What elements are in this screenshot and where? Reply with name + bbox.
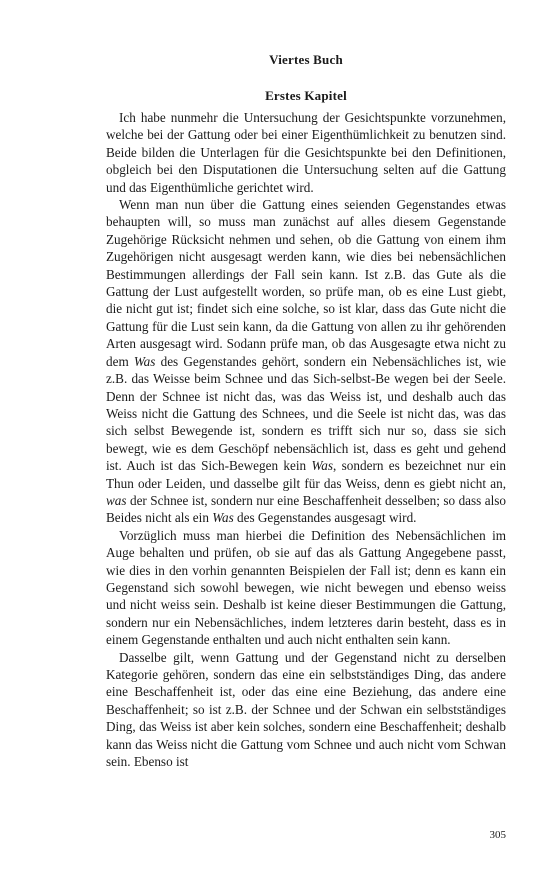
text-run: des Gegenstandes ausgesagt wird.	[233, 510, 417, 526]
text-run: der Schnee ist, sondern nur eine Beschaffenheit desselben; so dass also Beides nicht als ein	[106, 492, 506, 526]
paragraph	[106, 109, 506, 196]
chapter-title: Erstes Kapitel	[265, 88, 347, 103]
paragraph	[106, 649, 506, 771]
book-title: Viertes Buch	[269, 52, 343, 67]
book-page	[106, 40, 506, 770]
text-run: Dasselbe gilt, wenn Gattung und der Gegenstand nicht zu derselben Kategorie gehören, sondern das eine ein selbstständiges Ding, das andere eine Beschaffenheit ist, oder das eine eine Beziehung, das andere eine Beschaffenheit; so ist z.B. der Schnee und der Schwan ein selbstständiges Ding, das Weiss ist aber kein solches, sondern eine Beschaffenheit; deshalb kann das Weiss nicht die Gattung vom Schnee und auch nicht vom Schwan sein. Ebenso ist	[106, 649, 506, 770]
text-run: des Gegenstandes gehört, sondern ein Nebensächliches ist, wie z.B. das Weisse beim Schnee und das Sich-selbst-Be wegen bei der Seele. Denn der Schnee ist nicht das, was das Weiss ist, und deshalb auch das Weiss nicht die Gattung des Schnees, und die Seele ist nicht das, was das sich selbst Bewegende ist, sondern es trifft sich nur so, dass sie sich bewegt, wie es dem Geschöpf nebensächlich ist, dass es geht und gehend ist. Auch ist das Sich-Bewegen kein	[106, 353, 506, 474]
italic-run: Was	[133, 353, 156, 369]
text-run: , sondern es bezeichnet nur ein Thun oder Leiden, und dasselbe gilt für das Weiss, denn es giebt nicht an,	[106, 458, 506, 491]
page-number: 305	[489, 829, 506, 841]
body-text	[106, 109, 506, 770]
italic-run: Was	[212, 510, 234, 526]
italic-run: Was	[311, 458, 333, 474]
paragraph	[106, 527, 506, 649]
text-run: Vorzüglich muss man hierbei die Definition des Nebensächlichen im Auge behalten und prüfen, ob sie auf das als Gattung Angegebene passt, wie dies in den vorhin genannten Beispielen der Fall ist; denn es kann ein Gegenstand sich sowohl bewegen, wie nicht bewegen und ebenso weiss und nicht weiss sein. Deshalb ist keine dieser Bestimmungen die Gattung, sondern nur ein Nebensächliches, indem letzteres darin besteht, dass es in einem Gegenstande enthalten und auch nicht enthalten sein kann.	[106, 527, 506, 648]
text-run: Ich habe nunmehr die Untersuchung der Gesichtspunkte vorzunehmen, welche bei der Gattung oder bei einer Eigenthümlichkeit zu benutzen sind. Beide bilden die Unterlagen für die Gesichtspunkte bei den Definitionen, obgleich bei den Disputationen die Untersuchung selten auf die Gattung und das Eigenthümliche gerichtet wird.	[106, 110, 506, 195]
text-run: Wenn man nun über die Gattung eines seienden Gegenstandes etwas behaupten will, so muss man zunächst auf alles diesem Gegenstande Zugehörige Rücksicht nehmen und sehen, ob die Gattung von einem ihm Zugehörigen nicht ausgesagt werden kann, wie dies bei nebensächlichen Bestimmungen allerdings der Fall sein kann. Ist z.B. das Gute als die Gattung der Lust aufgestellt worden, so prüfe man, ob es eine Lust giebt, die nicht gut ist; findet sich eine solche, so ist klar, dass das Gute nicht die Gattung für die Lust sein kann, da die Gattung von allen zu ihr gehörenden Arten ausgesagt wird. Sodann prüfe man, ob das Ausgesagte etwa nicht zu dem	[106, 197, 506, 369]
italic-run: was	[106, 492, 127, 508]
paragraph	[106, 196, 506, 527]
